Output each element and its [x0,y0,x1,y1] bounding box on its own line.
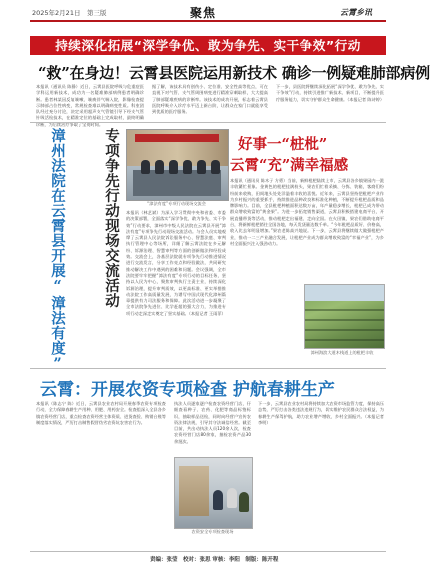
court-body: 本报讯（林艺斌）为深入学习贯彻中央和省委、市委的决策部署，全面落实“深学争优、敢为争先、实干争效”行动要求，漳州市中级人民法院在云霄县开展“漳法有度”专项争先行动现场交流活动。与会人员实地观摩了云霄县人民法院诉讼服务中心、智慧法庭、审判执行管理中心等场所，详细了解云霄法院在多元解纷、诉源治理、智慧审判等方面的创新做法和经验成效。交流会上，各基层法院就专项争先行动推进情况进行交流发言，分享工作亮点和经验做法，共同研究推动解决工作中遇到的困难和问题。会议强调，全市法院要牢牢把握“漳法有度”专项行动的目标任务，坚持以人民为中心，聚焦审判执行主责主业，持续深化诉源治理，提升审判质效，以更高标准、更实举措推动法院工作高质量发展，为谱写中国式现代化漳州篇章提供有力司法服务和保障。此次活动进一步凝聚了全市法院争先进位、比学赶超的强大合力，为推进专项行动走深走实奠定了坚实基础。（本报记者 王雨菲） [126,210,226,316]
paper-name: 云霄乡讯 [340,7,372,17]
agri-inspection-photo [174,457,253,529]
header-rule [30,20,386,22]
slogan-banner: 持续深化拓展“深学争优、敢为争先、实干争效”行动 [30,36,386,55]
divider [30,122,386,123]
court-photo-caption: “漳法有度”专项行动现场交流会 [147,201,206,206]
agri-headline: 云霄：开展农资专项检查 护航春耕生产 [40,380,335,400]
agri-body-col1: 本报讯（陈志宁 陈）近日，云霄县农业农村局开展春季农资专项检查行动，全力保障春耕生产用种、用肥、用药安全。检查组深入全县各乡镇农资经营门店，重点检查农资经营主体资质、进货查验、购销台账等制度落实情况，严厉打击制售假冒伪劣农资坑农害农行为。 [36,401,166,425]
court-meeting-photo [126,129,229,201]
agri-photo-caption: 农资安全专项检查现场 [191,529,234,534]
court-vertical-title-col1: 专项争先行动现场交流活动 [103,128,120,308]
footer-editors: 责编：张莹 校对：张思 审核：李阳 制版：陈开程 [150,557,279,563]
bayberry-photo [304,284,385,349]
court-vertical-title-col2: 漳州法院在云霄县开展“漳法有度” [49,128,66,373]
court-vertical-title [48,128,120,373]
section-title: 聚焦 [190,6,217,20]
hospital-body-col1: 本报讯（通讯员 陈静）近日，云霄县医院呼吸与危重症医学科运用新技术，成功为一名疑难肺部病例患者明确诊断。患者林某因反复咳嗽、咳痰伴气喘入院，影像检查提示肺部占位性病变，常规检查难以明确病变性质。科室团队经过充分讨论，决定采用超声支气管镜引导下经支气管针吸活检技术，在精准定位的基础上完成取材，最终明确诊断，为后续治疗争取了宝贵时间。 [36,84,144,127]
hospital-body-col3: 下一步，县医院将继续深化拓展“深学争优、敢为争先、实干争效”行动，持续引进推广新技术、新项目，不断提升医疗服务能力，切实守护群众生命健康。（本报记者 陈诗婷） [276,84,385,102]
bayberry-body-cont [230,284,300,366]
hospital-body-col2: 据了解，该技术具有创伤小、定位准、安全性高等优点，可在直视下对气管、支气管周围病变进行精准穿刺取样，大大提高了肺部疑难疾病的诊断率。该技术的成功开展，标志着云霄县医院呼吸介入诊疗水平迈上新台阶，让群众在家门口就能享受到优质的医疗服务。 [152,84,268,115]
bayberry-headline-2: 云霄“充”满幸福感 [230,157,349,174]
bayberry-photo-caption: 漳州海滨大道木栈道上的枇杷丰收 [310,350,374,355]
footer-rule [30,551,386,552]
divider [30,368,386,369]
hospital-headline: “救”在身边！云霄县医院运用新技术 确诊一例疑难肺部病例 [38,64,430,82]
agri-body-col3: 下一步，云霄县农业农村局将持续加大农资市场监管力度，保持高压态势，严厉打击各类违法违规行为，切实维护农民群众合法权益，为春耕生产保驾护航，助力农业增产增收、乡村全面振兴。（本报记者 李明） [258,401,384,425]
bayberry-body: 本报讯（通讯员 陈木子 方勇）当前，新鲜枇杷陆续上市，云霄县各乡镇果园内一派丰收繁忙景象。金黄色的枇杷挂满枝头，果农们忙着采摘、分拣、装箱，客商们纷纷前来收购，田间地头处处洋溢着丰收的喜悦。近年来，云霄县坚持把枇杷产业作为乡村振兴的重要抓手，持续推进品种改良和标准化种植，不断提升枇杷品质和品牌影响力。目前，全县枇杷种植面积达数万亩，年产量稳步增长，枇杷已成为带动群众增收致富的“黄金果”。为进一步拓宽销售渠道，云霄县积极搭建电商平台，开展直播带货等活动，推动枇杷走出福建、走向全国。在火田镇，果农们借助电商平台，将新鲜枇杷销往全国各地，每天发货量达数千单。“今年枇杷品质好、价格高，收入比去年明显增加。”果农老陈高兴地说。下一步，云霄县将继续做大做强枇杷产业，推动一二三产业融合发展，让枇杷产业成为群众增收致富的“幸福产业”，为乡村全面振兴注入强劲动力。 [230,178,384,246]
bayberry-headline-1: 好事一“桩枇” [238,136,328,153]
issue-date: 2025年2月21日 第三版 [32,9,107,17]
agri-body-col2: 执法人员逐家逐户检查农资经营门店，仔细查看种子、农药、化肥等商品标签标识，抽取样品送检，同时向经营户宣传农资法律法规，引导其守法诚信经营。截至目前，共出动执法人员120余人次，检查农资经营门店80余家，抽检农资产品30余批次。 [174,401,251,444]
